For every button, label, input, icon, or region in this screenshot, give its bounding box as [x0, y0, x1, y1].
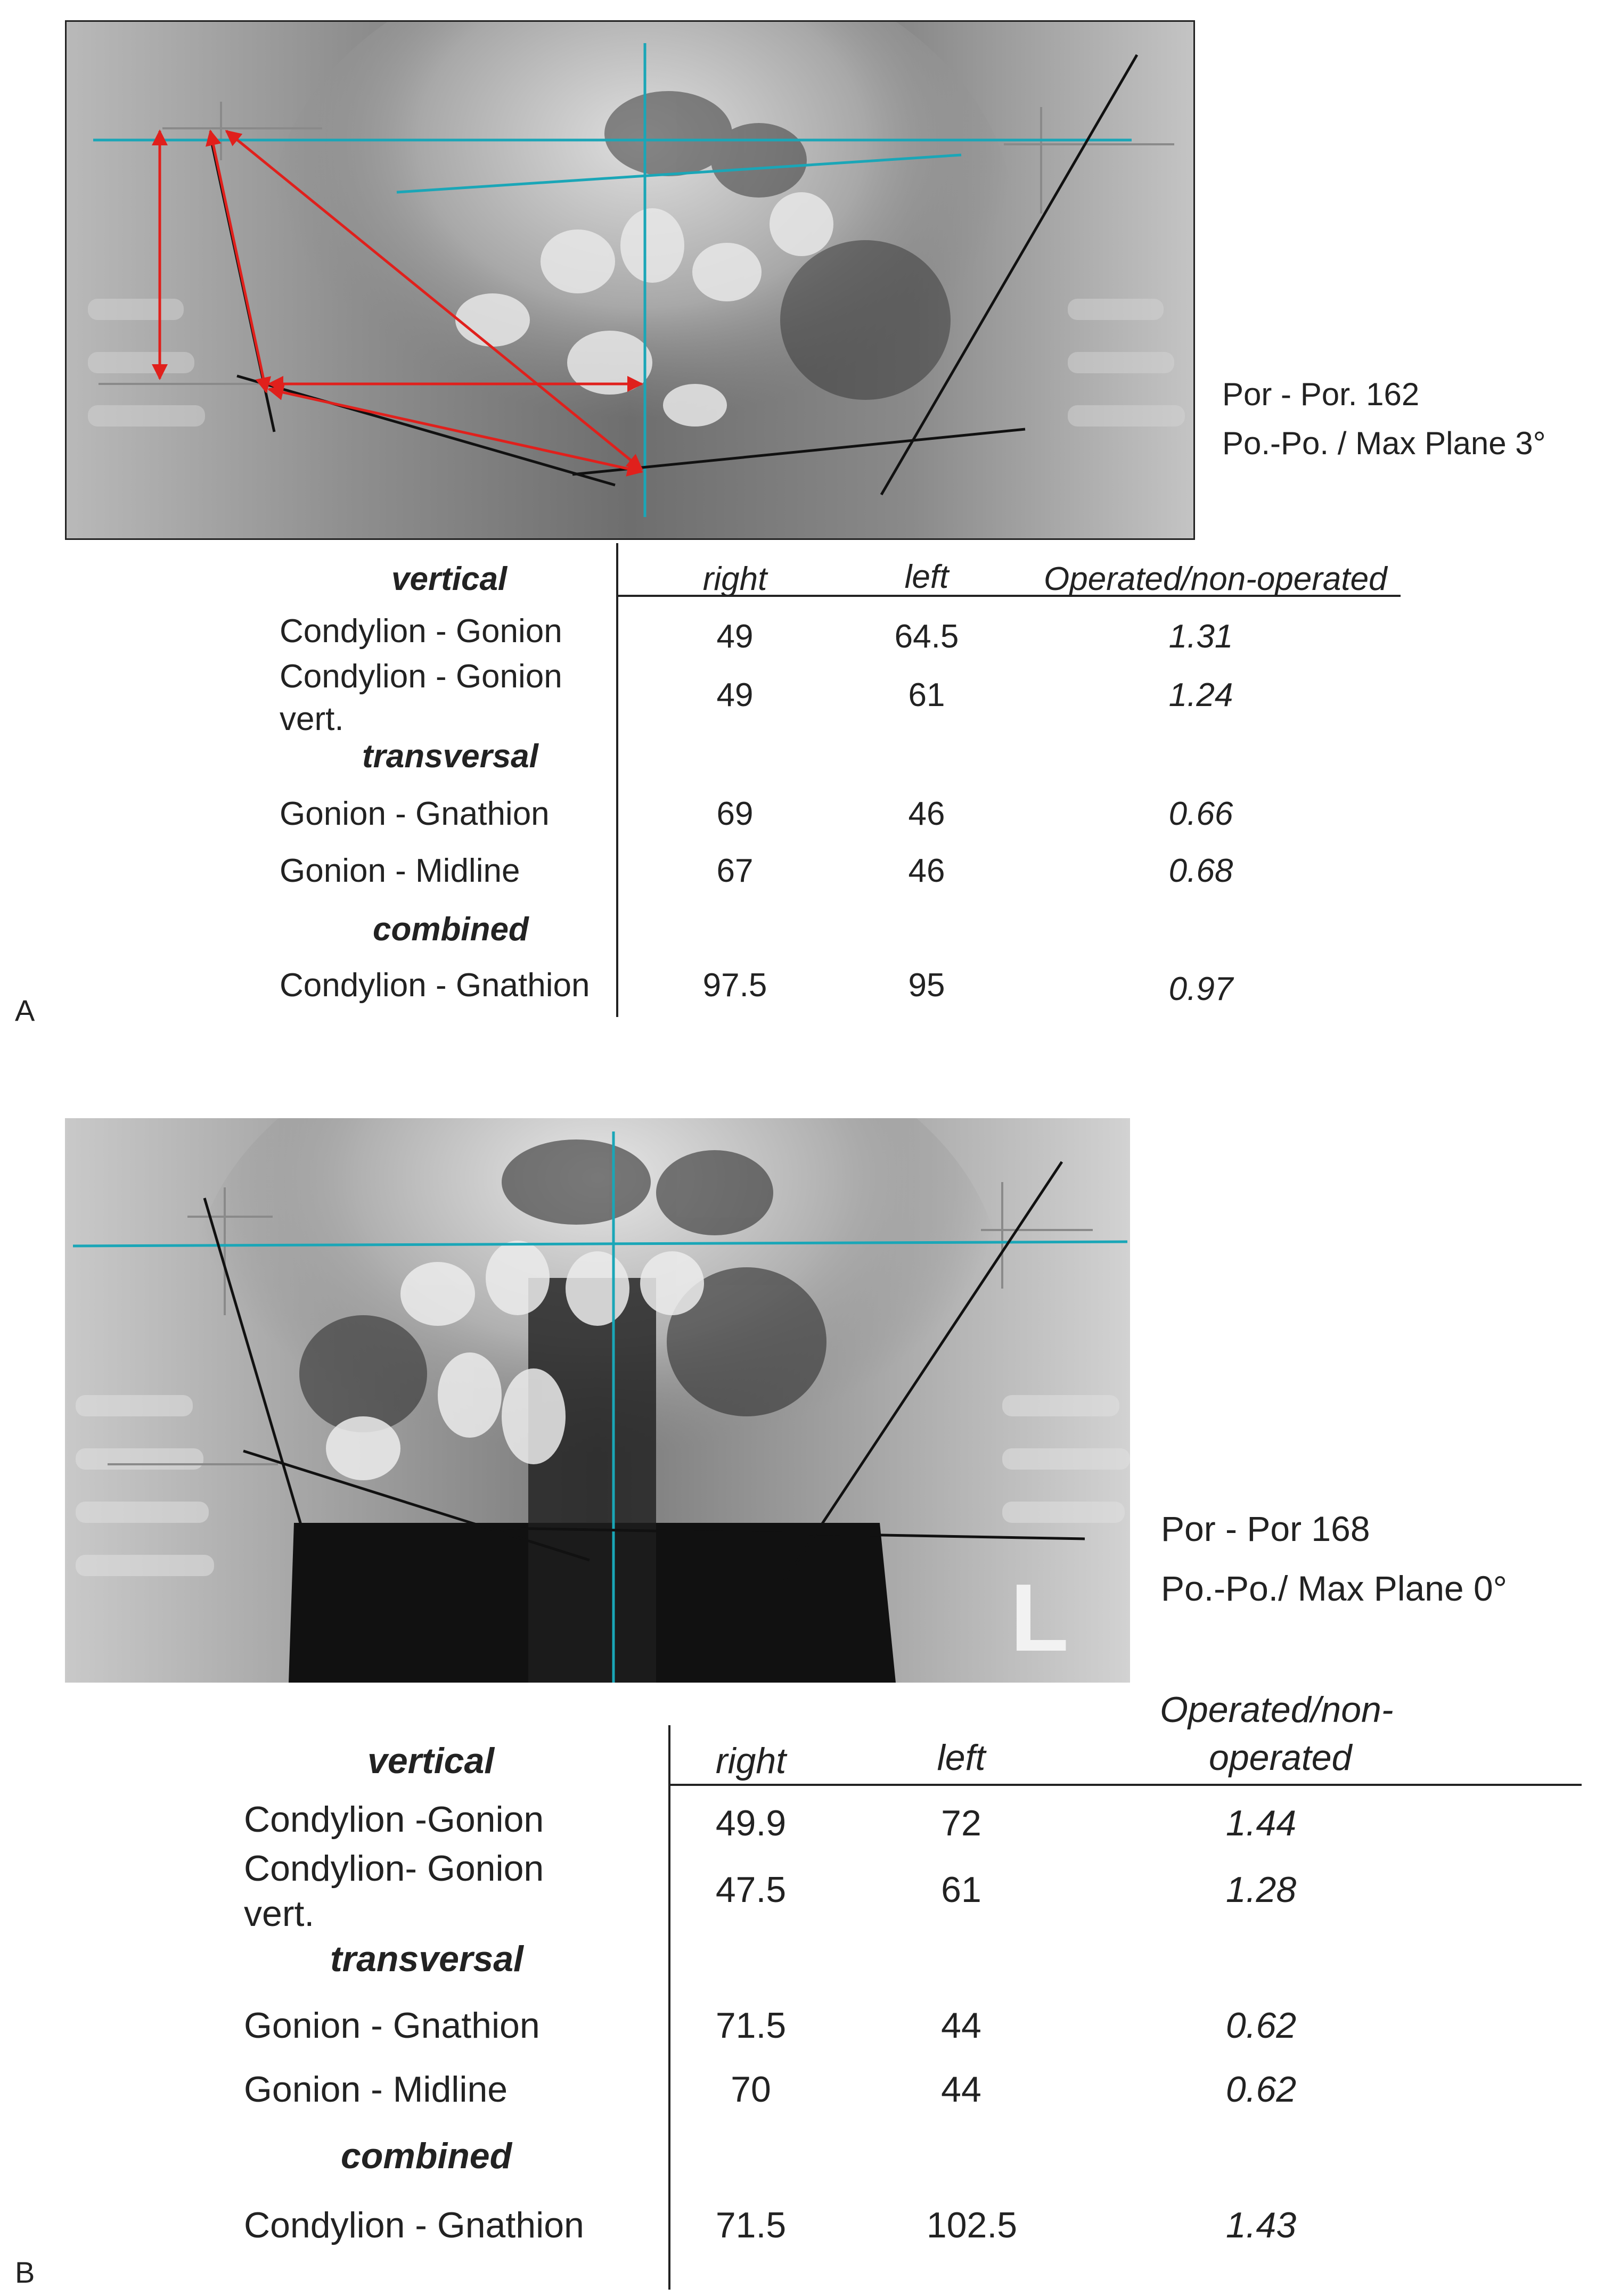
table-a-row-label: Condylion - Gonion	[280, 658, 562, 695]
table-a-row-label: Gonion - Midline	[280, 852, 520, 889]
table-b-row-ratio: 1.28	[1225, 1869, 1297, 1910]
table-a-row-left: 46	[908, 852, 945, 889]
table-b-row-right: 47.5	[715, 1869, 787, 1910]
table-b-header-ratio-line2: operated	[1209, 1737, 1352, 1778]
table-b-header-ratio-line1: Operated/non-	[1160, 1690, 1394, 1730]
table-a-row-label: Condylion - Gonion	[280, 613, 562, 650]
table-a-row-label: Condylion - Gnathion	[280, 967, 590, 1004]
table-b-row-right: 71.5	[715, 2205, 787, 2245]
panel-b-plane-angle: Po.-Po./ Max Plane 0°	[1161, 1569, 1508, 1608]
table-a-header-vertical: vertical	[391, 561, 508, 597]
table-a-header-right: right	[702, 561, 767, 597]
panel-a-plane-angle: Po.-Po. / Max Plane 3°	[1222, 425, 1546, 461]
table-b-row-label-continued: vert.	[244, 1893, 315, 1934]
table-b-row-ratio: 0.62	[1225, 2005, 1297, 2046]
table-a-row-ratio: 1.24	[1168, 677, 1233, 714]
panel-b-por-distance: Por - Por 168	[1161, 1509, 1370, 1548]
table-a-header-ratio: Operated/non-operated	[1044, 561, 1387, 597]
table-b-row-ratio: 1.43	[1225, 2205, 1297, 2245]
table-a-row-left: 95	[908, 967, 945, 1004]
table-b-header-left: left	[937, 1737, 986, 1778]
panel-label-a: A	[15, 994, 35, 1027]
panel-label-b: B	[15, 2256, 35, 2289]
table-a-row-right: 69	[716, 796, 754, 832]
table-a-row-right: 97.5	[702, 967, 767, 1004]
table-b-row-label: Gonion - Midline	[244, 2069, 508, 2110]
table-a-row-right: 67	[716, 852, 754, 889]
table-b-row-ratio: 0.62	[1225, 2069, 1297, 2110]
table-b-row-left: 44	[941, 2069, 981, 2110]
table-b-row-left: 61	[941, 1869, 981, 1910]
table-b-row-left: 44	[941, 2005, 981, 2046]
table-a-row-left: 61	[908, 677, 945, 714]
table-b-header-vertical: vertical	[367, 1741, 495, 1781]
table-b-row-ratio: 1.44	[1225, 1803, 1297, 1843]
table-a-row-ratio: 0.97	[1168, 971, 1233, 1007]
table-a-row-label-continued: vert.	[280, 701, 344, 737]
table-b-section-transversal: transversal	[330, 1939, 523, 1979]
table-a-row-ratio: 1.31	[1168, 618, 1233, 655]
table-b-row-label: Condylion -Gonion	[244, 1799, 544, 1840]
table-b-row-label: Condylion- Gonion	[244, 1848, 544, 1889]
table-a-section-transversal: transversal	[362, 738, 538, 775]
table-b-row-right: 49.9	[715, 1803, 787, 1843]
table-b-row-right: 70	[731, 2069, 771, 2110]
table-b-row-left: 72	[941, 1803, 981, 1843]
table-a-row-ratio: 0.66	[1168, 796, 1233, 832]
panel-a-por-distance: Por - Por. 162	[1222, 376, 1420, 412]
table-b-row-right: 71.5	[715, 2005, 787, 2046]
table-b-row-label: Condylion - Gnathion	[244, 2205, 584, 2245]
table-a-section-combined: combined	[373, 911, 529, 948]
table-b-row-label: Gonion - Gnathion	[244, 2005, 540, 2046]
table-a-row-right: 49	[716, 677, 754, 714]
table-a-row-label: Gonion - Gnathion	[280, 796, 550, 832]
table-a-row-ratio: 0.68	[1168, 852, 1233, 889]
table-a-row-left: 64.5	[894, 618, 959, 655]
image-marker-l: L	[1010, 1564, 1069, 1671]
table-b-row-left: 102.5	[926, 2205, 1018, 2245]
table-a-row-left: 46	[908, 796, 945, 832]
table-b-header-right: right	[715, 1741, 787, 1781]
table-b-section-combined: combined	[341, 2136, 512, 2176]
table-a-header-left: left	[904, 559, 949, 595]
table-a-row-right: 49	[716, 618, 754, 655]
